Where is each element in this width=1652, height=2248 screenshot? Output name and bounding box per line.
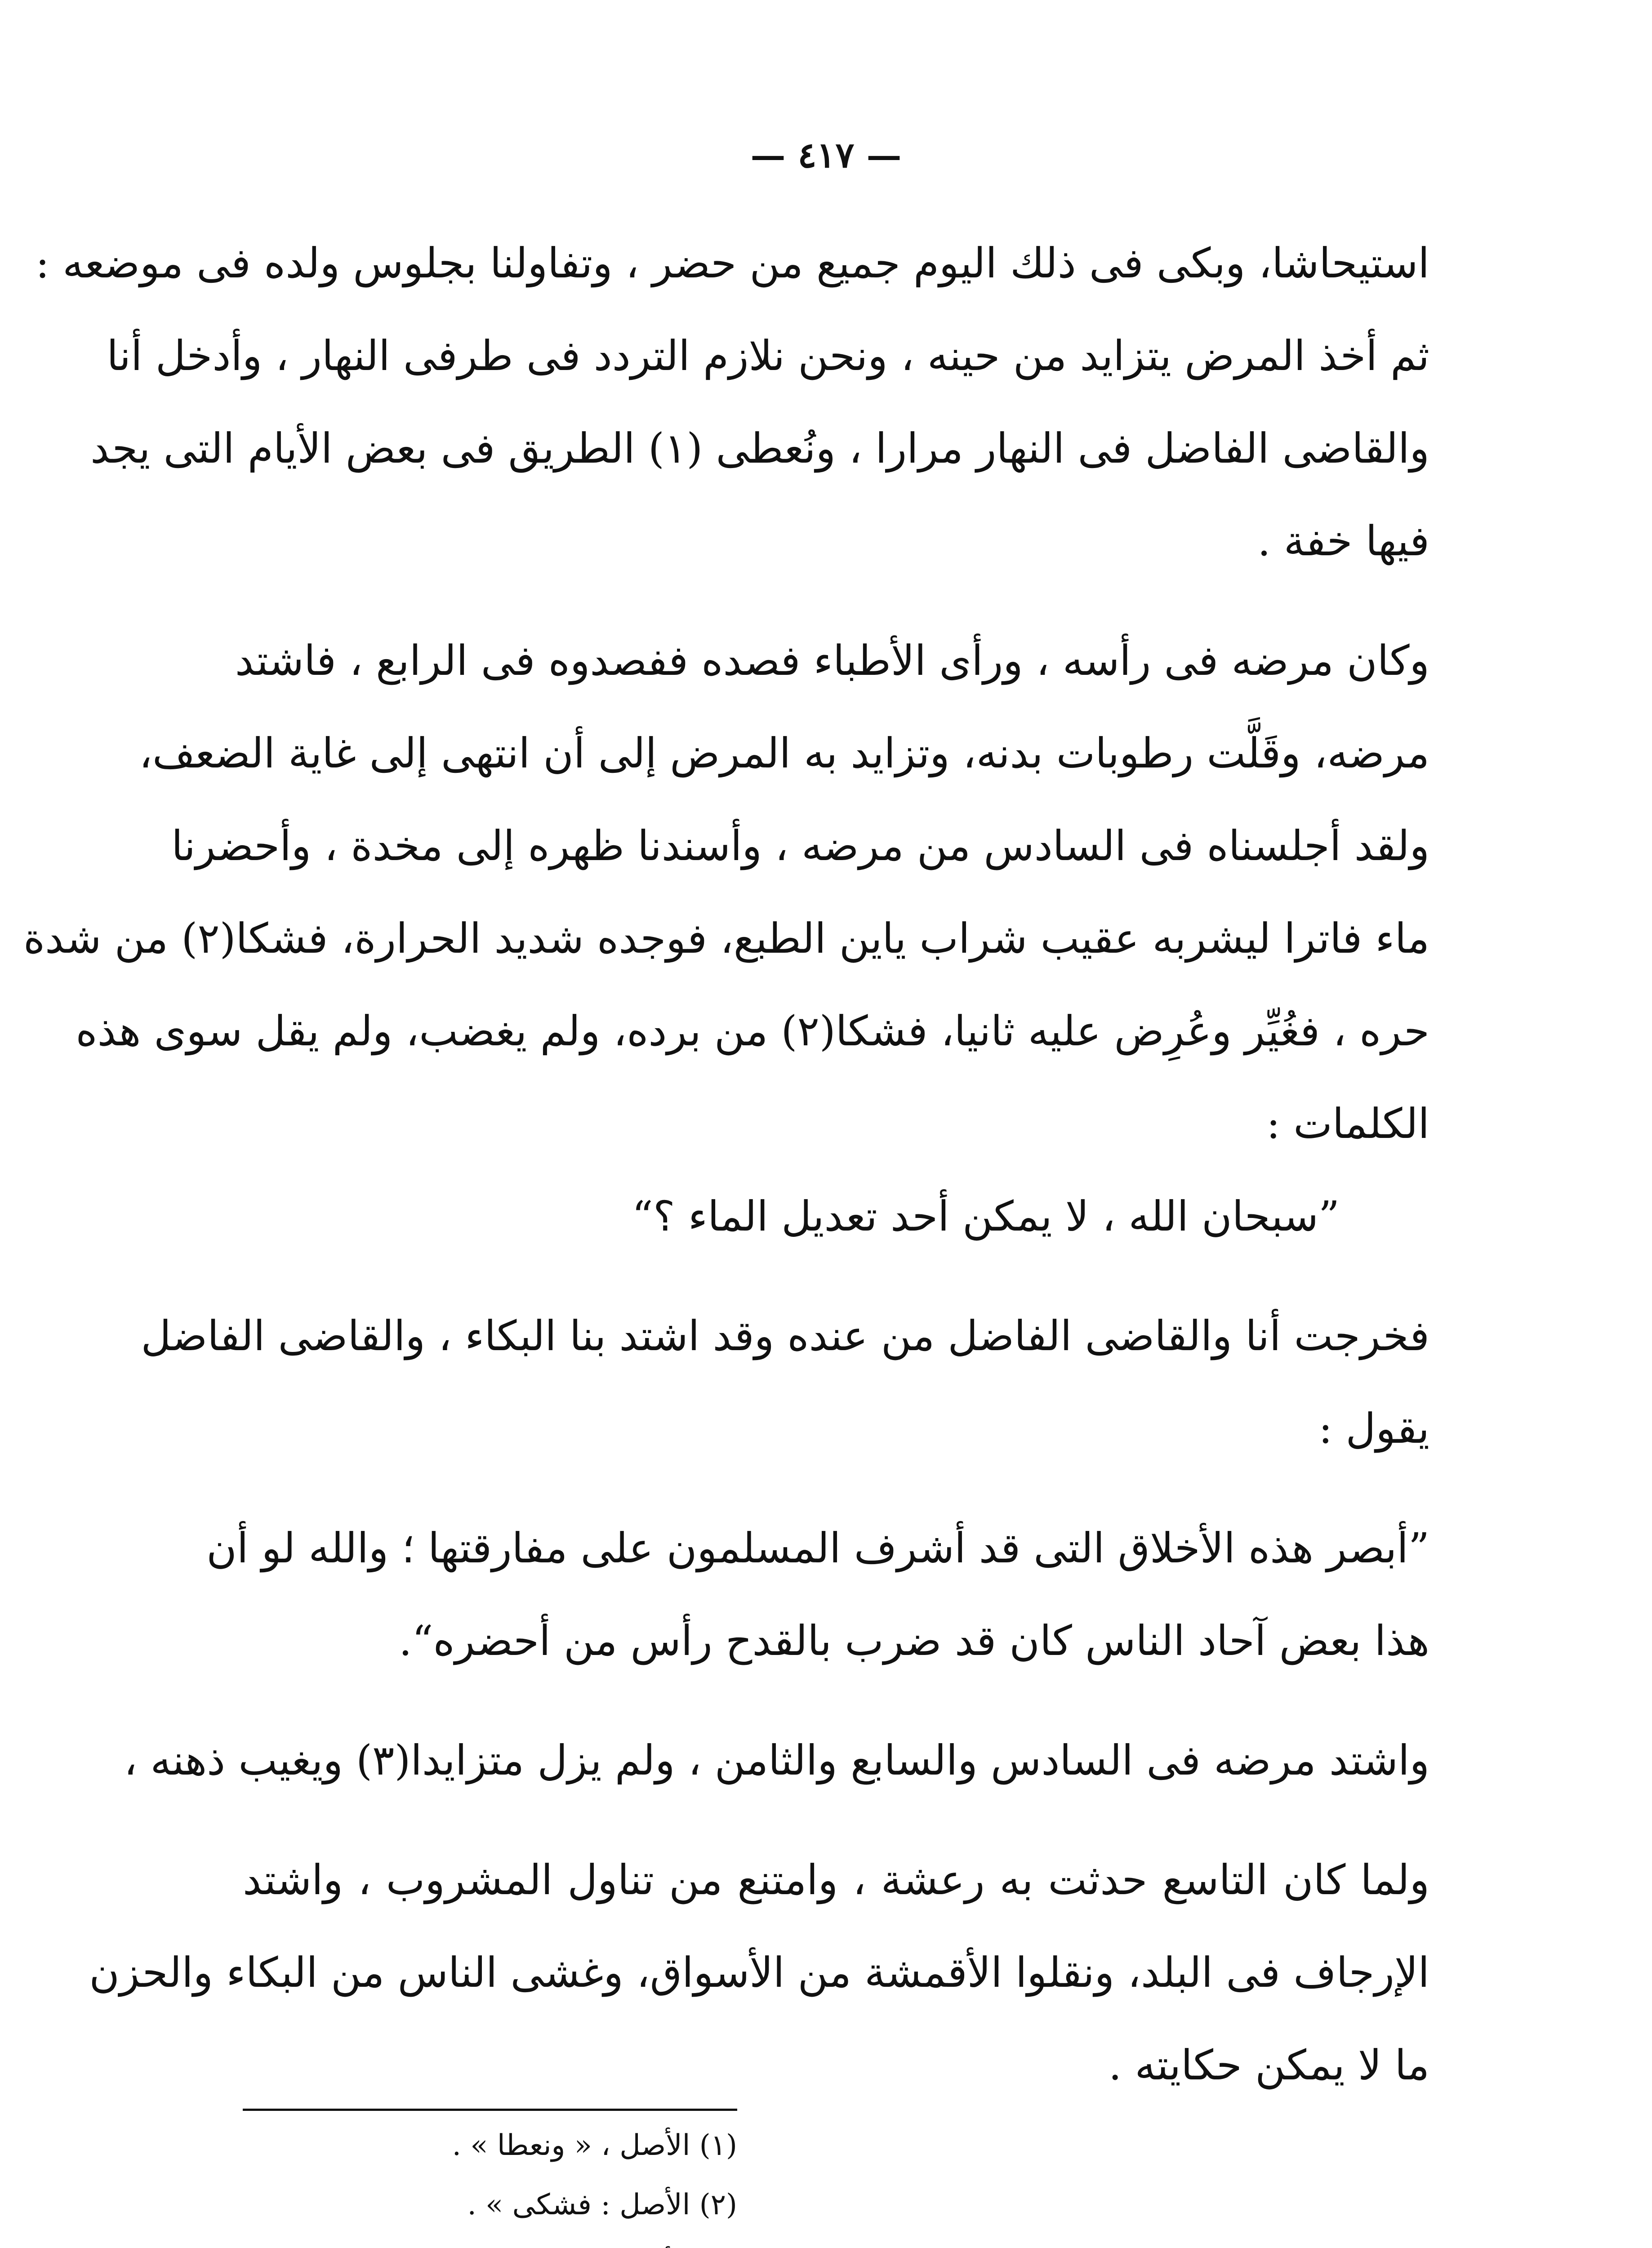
paragraph-gap <box>243 1713 1429 1740</box>
text-line: ولقد أجلسناه فى السادس من مرضه ، وأسندنا ظهره إلى مخدة ، وأحضرنا <box>171 822 1429 870</box>
text-line: الكلمات : <box>1266 1100 1429 1148</box>
text-line: واشتد مرضه فى السادس والسابع والثامن ، ولم يزل متزايدا(٣) ويغيب ذهنه ، <box>124 1736 1429 1784</box>
footnote: (٢) الأصل : فشكى » . <box>467 2188 737 2221</box>
quote-line: ”أبصر هذه الأخلاق التى قد أشرف المسلمون على مفارقتها ؛ والله لو أن <box>206 1524 1429 1572</box>
quote-line: ”سبحان الله ، لا يمكن أحد تعديل الماء ؟“ <box>632 1192 1340 1240</box>
text-line: مرضه، وقَلَّت رطوبات بدنه، وتزايد به المرض إلى أن انتهى إلى غاية الضعف، <box>139 729 1429 777</box>
text-line: ماء فاترا ليشربه عقيب شراب ياين الطبع، فوجده شديد الحرارة، فشكا(٢) من شدة <box>23 914 1429 963</box>
text-line: ولما كان التاسع حدثت به رعشة ، وامتنع من تناول المشروب ، واشتد <box>243 1856 1429 1904</box>
paragraph-gap <box>243 1289 1429 1316</box>
text-line: فيها خفة . <box>1257 517 1429 565</box>
paragraph-gap <box>243 1833 1429 1860</box>
text-line: فخرجت أنا والقاضى الفاضل من عنده وقد اشتد بنا البكاء ، والقاضى الفاضل <box>141 1312 1429 1360</box>
page-number: — ٤١٧ — <box>750 135 902 176</box>
text-line: والقاضى الفاضل فى النهار مرارا ، ونُعطى (١) الطريق فى بعض الأيام التى يجد <box>90 424 1429 473</box>
footnotes <box>243 2131 737 2248</box>
text-line: ثم أخذ المرض يتزايد من حينه ، ونحن نلازم التردد فى طرفى النهار ، وأدخل أنا <box>107 332 1429 380</box>
text-line: الإرجاف فى البلد، ونقلوا الأقمشة من الأسواق، وغشى الناس من البكاء والحزن <box>89 1949 1429 1997</box>
text-line: يقول : <box>1318 1405 1429 1453</box>
footnote-divider <box>243 2109 737 2111</box>
text-line: استيحاشا، وبكى فى ذلك اليوم جميع من حضر ، وتفاولنا بجلوس ولده فى موضعه : <box>36 239 1429 287</box>
text-line: ما لا يمكن حكايته . <box>1108 2041 1429 2089</box>
paragraph-gap <box>243 1501 1429 1528</box>
text-line: حره ، فغُيِّر وعُرِض عليه ثانيا، فشكا(٢) من برده، ولم يغضب، ولم يقل سوى هذه <box>76 1007 1429 1055</box>
paragraph-gap <box>243 613 1429 640</box>
footnote: (١) الأصل ، « ونعطا » . <box>452 2129 737 2162</box>
quote-line: هذا بعض آحاد الناس كان قد ضرب بالقدح رأس من أحضره“. <box>399 1617 1429 1665</box>
main-text <box>23 239 1429 2137</box>
text-line: وكان مرضه فى رأسه ، ورأى الأطباء فصده ففصدوه فى الرابع ، فاشتد <box>235 637 1429 685</box>
